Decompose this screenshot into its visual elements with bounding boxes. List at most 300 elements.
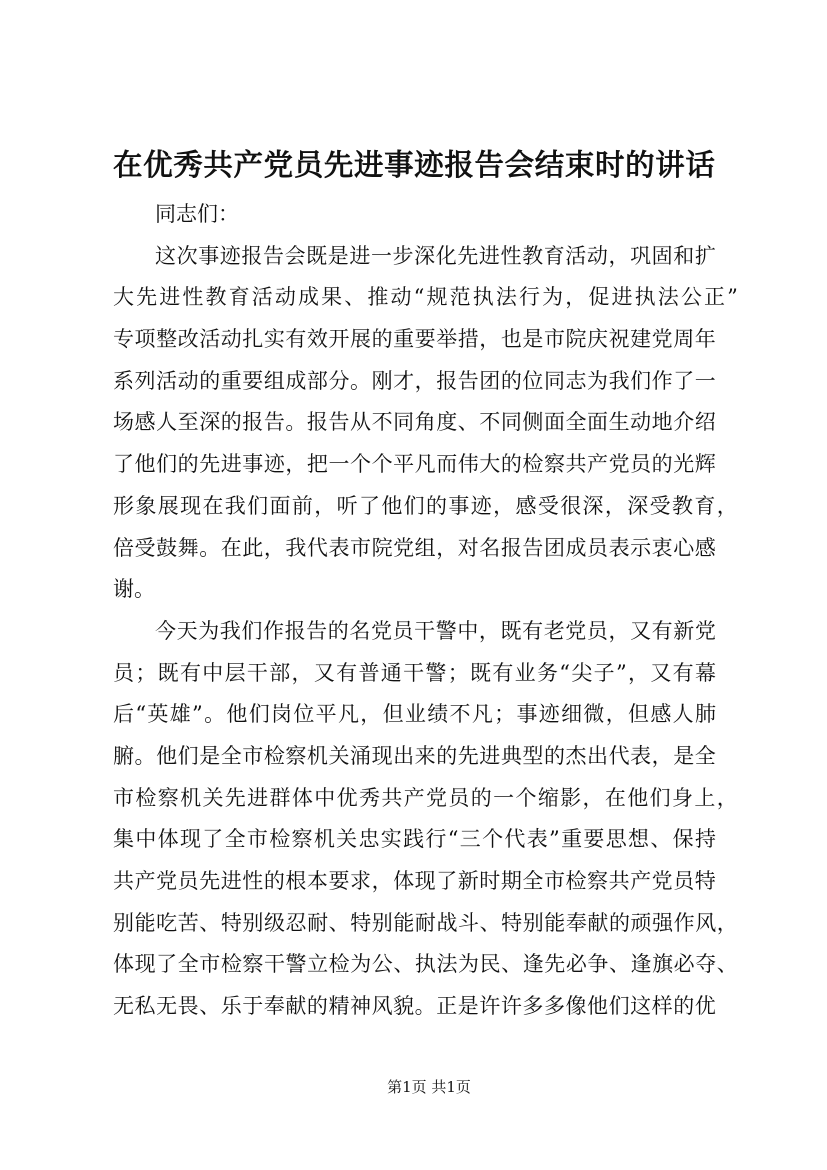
glyph: 的 bbox=[543, 743, 565, 768]
glyph: 耐 bbox=[414, 910, 436, 935]
glyph: 来 bbox=[414, 743, 436, 768]
glyph: 是 bbox=[673, 743, 695, 768]
glyph: 进 bbox=[354, 147, 384, 182]
glyph: 进 bbox=[247, 785, 269, 810]
glyph: 迹 bbox=[414, 147, 444, 182]
glyph: 通 bbox=[380, 660, 402, 685]
glyph: 实 bbox=[263, 327, 285, 352]
glyph: 动 bbox=[220, 327, 242, 352]
glyph: 又 bbox=[313, 660, 335, 685]
glyph: ， bbox=[436, 535, 458, 560]
glyph: 不 bbox=[479, 410, 501, 435]
glyph: 改 bbox=[177, 327, 199, 352]
glyph: 细 bbox=[561, 702, 583, 727]
glyph: 了 bbox=[156, 952, 178, 977]
glyph: 从 bbox=[350, 410, 372, 435]
glyph: 的 bbox=[199, 368, 221, 393]
glyph: ， bbox=[716, 785, 738, 810]
glyph: 要 bbox=[414, 327, 436, 352]
glyph: 教 bbox=[522, 243, 544, 268]
glyph: 位 bbox=[522, 368, 544, 393]
glyph: 想 bbox=[628, 827, 649, 852]
glyph: 报 bbox=[242, 410, 264, 435]
glyph: 要 bbox=[328, 869, 350, 893]
glyph: 推 bbox=[367, 285, 389, 310]
glyph: ， bbox=[314, 493, 336, 518]
glyph: 他 bbox=[381, 493, 403, 518]
glyph: 时 bbox=[595, 147, 625, 182]
glyph: 重 bbox=[561, 827, 583, 852]
glyph: 苦 bbox=[177, 910, 199, 935]
glyph: 前 bbox=[291, 493, 313, 518]
glyph: 察 bbox=[157, 785, 179, 810]
glyph: 、 bbox=[393, 952, 415, 977]
glyph: 干 bbox=[246, 660, 268, 685]
glyph: 巩 bbox=[630, 243, 652, 268]
glyph: 表 bbox=[608, 535, 630, 560]
glyph: ， bbox=[605, 702, 627, 727]
glyph: 、 bbox=[199, 910, 221, 935]
glyph: 有 bbox=[285, 327, 307, 352]
glyph: 许 bbox=[500, 994, 522, 1019]
glyph: 此 bbox=[242, 535, 264, 560]
glyph: 别 bbox=[522, 910, 544, 935]
glyph: 告 bbox=[306, 618, 328, 643]
glyph: ， bbox=[479, 327, 501, 352]
glyph: 微 bbox=[583, 702, 605, 727]
paragraph-line bbox=[113, 528, 716, 570]
paragraph-line bbox=[113, 653, 716, 695]
glyph: 平 bbox=[393, 452, 415, 477]
glyph: 警 bbox=[435, 618, 457, 643]
glyph: 进 bbox=[478, 243, 500, 268]
glyph: 不 bbox=[371, 410, 393, 435]
glyph: 的 bbox=[500, 368, 522, 393]
glyph: 报 bbox=[241, 243, 263, 268]
glyph: 成 bbox=[565, 535, 587, 560]
glyph: 忍 bbox=[285, 910, 307, 935]
glyph: 年 bbox=[694, 327, 716, 352]
glyph: 无 bbox=[113, 994, 134, 1019]
glyph: 我 bbox=[219, 618, 241, 643]
glyph: ， bbox=[371, 869, 393, 893]
glyph: 思 bbox=[605, 827, 627, 852]
glyph: 场 bbox=[113, 410, 134, 435]
glyph: ， bbox=[582, 785, 604, 810]
glyph: 听 bbox=[336, 493, 358, 518]
glyph: ， bbox=[285, 452, 307, 477]
glyph: 党 bbox=[156, 869, 178, 893]
glyph: 但 bbox=[382, 702, 404, 727]
glyph: 全 bbox=[694, 743, 716, 768]
glyph: 为 bbox=[350, 952, 372, 977]
glyph: 求 bbox=[350, 869, 372, 893]
paragraph-line bbox=[113, 277, 738, 319]
glyph: 于 bbox=[242, 994, 264, 1019]
glyph: ， bbox=[414, 368, 436, 393]
glyph: 干 bbox=[403, 660, 425, 685]
glyph: 代 bbox=[306, 535, 328, 560]
glyph: 事 bbox=[448, 493, 470, 518]
glyph: 上 bbox=[694, 785, 716, 810]
glyph: 样 bbox=[651, 994, 673, 1019]
glyph: 期 bbox=[500, 869, 522, 893]
glyph: 特 bbox=[694, 869, 716, 893]
glyph: 后 bbox=[113, 702, 134, 727]
glyph: 是 bbox=[327, 243, 349, 268]
glyph: 舞 bbox=[177, 535, 199, 560]
glyph: 在 bbox=[113, 147, 143, 182]
glyph: 既 bbox=[470, 660, 491, 685]
glyph: 检 bbox=[135, 785, 157, 810]
glyph: 市 bbox=[543, 869, 565, 893]
glyph: 老 bbox=[543, 618, 565, 643]
glyph: 法 bbox=[436, 952, 458, 977]
glyph: 性 bbox=[500, 243, 522, 268]
glyph: 业 bbox=[514, 660, 536, 685]
glyph: 员 bbox=[586, 618, 608, 643]
glyph: 名 bbox=[349, 618, 371, 643]
glyph: 迹 bbox=[470, 493, 492, 518]
glyph: 中 bbox=[314, 785, 336, 810]
paragraph-line bbox=[113, 861, 716, 903]
glyph: 先 bbox=[457, 243, 479, 268]
glyph: 在 bbox=[220, 535, 242, 560]
glyph: 在 bbox=[604, 785, 626, 810]
glyph: 检 bbox=[565, 869, 587, 893]
glyph: 执 bbox=[472, 285, 494, 310]
glyph: 检 bbox=[220, 952, 242, 977]
glyph: 、 bbox=[479, 910, 501, 935]
glyph: 员 bbox=[448, 785, 470, 810]
glyph: 们 bbox=[247, 493, 269, 518]
glyph: 逢 bbox=[630, 952, 652, 977]
glyph: 心 bbox=[673, 535, 695, 560]
glyph: 的 bbox=[306, 994, 328, 1019]
glyph: 党 bbox=[393, 535, 415, 560]
glyph: 周 bbox=[673, 327, 695, 352]
glyph: 逢 bbox=[522, 952, 544, 977]
glyph: 团 bbox=[479, 368, 501, 393]
glyph: 象 bbox=[135, 493, 157, 518]
glyph: 中 bbox=[135, 827, 157, 852]
glyph: 战 bbox=[436, 910, 458, 935]
glyph: 党 bbox=[694, 618, 716, 643]
glyph: 机 bbox=[180, 785, 202, 810]
glyph: 公 bbox=[680, 285, 702, 310]
glyph: ” bbox=[727, 285, 738, 310]
glyph: 告 bbox=[263, 410, 285, 435]
glyph: 他 bbox=[156, 743, 178, 768]
glyph: ， bbox=[565, 285, 587, 310]
glyph: 警 bbox=[425, 660, 447, 685]
glyph: 先 bbox=[544, 952, 566, 977]
glyph: 、 bbox=[457, 410, 479, 435]
glyph: 为 bbox=[458, 952, 479, 977]
glyph: 鼓 bbox=[156, 535, 178, 560]
glyph: 的 bbox=[371, 327, 393, 352]
glyph: 中 bbox=[202, 660, 224, 685]
glyph: 性 bbox=[242, 869, 264, 893]
glyph: 有 bbox=[672, 660, 694, 685]
glyph: 活 bbox=[565, 243, 587, 268]
glyph: 检 bbox=[269, 827, 291, 852]
glyph: 们 bbox=[608, 994, 630, 1019]
glyph: 三 bbox=[459, 827, 481, 852]
glyph: 新 bbox=[457, 869, 479, 893]
glyph: 今 bbox=[155, 618, 176, 643]
glyph: 集 bbox=[113, 827, 134, 852]
glyph: 践 bbox=[403, 827, 425, 852]
glyph: 在 bbox=[202, 493, 224, 518]
glyph: 感 bbox=[515, 493, 537, 518]
glyph: 要 bbox=[583, 827, 605, 852]
glyph: 层 bbox=[224, 660, 246, 685]
glyph: 迹 bbox=[219, 243, 241, 268]
glyph: 又 bbox=[630, 618, 652, 643]
glyph: 刚 bbox=[371, 368, 393, 393]
glyph: 党 bbox=[565, 618, 587, 643]
glyph: 人 bbox=[672, 702, 694, 727]
glyph: 我 bbox=[224, 493, 246, 518]
glyph: ， bbox=[360, 702, 382, 727]
glyph: ， bbox=[716, 910, 738, 935]
glyph: 了 bbox=[202, 827, 224, 852]
glyph: 腑 bbox=[113, 743, 134, 768]
glyph: 员 bbox=[293, 147, 324, 182]
glyph: 神 bbox=[350, 994, 372, 1019]
glyph: 进 bbox=[479, 743, 501, 768]
glyph: 察 bbox=[543, 452, 565, 477]
glyph: 检 bbox=[328, 952, 350, 977]
glyph: 的 bbox=[470, 785, 492, 810]
document-title bbox=[113, 144, 715, 186]
glyph: 报 bbox=[500, 535, 522, 560]
glyph: 和 bbox=[673, 243, 695, 268]
glyph: 献 bbox=[285, 994, 307, 1019]
glyph: 优 bbox=[694, 994, 716, 1019]
glyph: 这 bbox=[155, 243, 176, 268]
glyph: 尖 bbox=[571, 660, 593, 685]
glyph: 既 bbox=[306, 243, 328, 268]
glyph: 成 bbox=[298, 285, 319, 310]
glyph: 会 bbox=[504, 147, 535, 182]
paragraph-line: 谢。 bbox=[113, 577, 155, 602]
glyph: 我 bbox=[608, 368, 630, 393]
glyph: 干 bbox=[263, 952, 285, 977]
glyph: ， bbox=[493, 493, 515, 518]
glyph: 面 bbox=[587, 410, 609, 435]
glyph: 团 bbox=[543, 535, 565, 560]
glyph: 志 bbox=[565, 368, 587, 393]
glyph: 、 bbox=[650, 827, 672, 852]
glyph: 果 bbox=[321, 285, 343, 310]
glyph: 同 bbox=[500, 410, 522, 435]
glyph: 一 bbox=[370, 243, 392, 268]
glyph: 中 bbox=[457, 618, 479, 643]
glyph: 面 bbox=[269, 493, 291, 518]
glyph: 察 bbox=[587, 869, 609, 893]
glyph: 、 bbox=[716, 952, 738, 977]
paragraph-line bbox=[113, 736, 716, 778]
glyph: 忠 bbox=[358, 827, 380, 852]
glyph: 个 bbox=[350, 452, 372, 477]
glyph: 了 bbox=[673, 368, 695, 393]
glyph: 们 bbox=[248, 702, 270, 727]
glyph: 很 bbox=[560, 493, 582, 518]
glyph: 性 bbox=[182, 285, 204, 310]
glyph: “ bbox=[413, 285, 425, 310]
glyph: 同 bbox=[543, 368, 565, 393]
glyph: 的 bbox=[436, 743, 458, 768]
glyph: 教 bbox=[205, 285, 227, 310]
glyph: 乐 bbox=[220, 994, 242, 1019]
glyph: 生 bbox=[608, 410, 630, 435]
glyph: 至 bbox=[177, 410, 199, 435]
glyph: 凡 bbox=[471, 702, 493, 727]
glyph: 市 bbox=[246, 827, 268, 852]
glyph: 机 bbox=[313, 827, 335, 852]
glyph: 深 bbox=[414, 243, 436, 268]
glyph: 为 bbox=[587, 368, 609, 393]
glyph: 扎 bbox=[242, 327, 264, 352]
glyph: 组 bbox=[263, 368, 285, 393]
glyph: 重 bbox=[220, 368, 242, 393]
glyph: 。 bbox=[350, 368, 372, 393]
glyph: 告 bbox=[328, 410, 350, 435]
glyph: 。 bbox=[199, 535, 221, 560]
glyph: 共 bbox=[203, 147, 233, 182]
glyph: ； bbox=[447, 660, 469, 685]
glyph: 法 bbox=[495, 285, 517, 310]
glyph: 顽 bbox=[630, 910, 652, 935]
glyph: 先 bbox=[136, 285, 158, 310]
glyph: 一 bbox=[493, 785, 515, 810]
glyph: 深 bbox=[627, 493, 649, 518]
glyph: 全 bbox=[224, 827, 246, 852]
glyph: 范 bbox=[449, 285, 471, 310]
glyph: 庆 bbox=[587, 327, 609, 352]
glyph: 凡 bbox=[337, 702, 359, 727]
glyph: 党 bbox=[608, 452, 630, 477]
glyph: 活 bbox=[251, 285, 273, 310]
glyph: ” bbox=[192, 702, 203, 727]
glyph: 的 bbox=[673, 994, 695, 1019]
glyph: 时 bbox=[479, 869, 501, 893]
glyph: 优 bbox=[336, 785, 358, 810]
glyph: 事 bbox=[242, 452, 264, 477]
glyph: 无 bbox=[156, 994, 178, 1019]
glyph: 全 bbox=[565, 410, 587, 435]
glyph: 先 bbox=[323, 147, 354, 182]
glyph: 民 bbox=[479, 952, 501, 977]
glyph: 举 bbox=[436, 327, 458, 352]
glyph: 干 bbox=[414, 618, 436, 643]
glyph: 们 bbox=[649, 785, 671, 810]
glyph: 多 bbox=[522, 994, 544, 1019]
glyph: 、 bbox=[328, 910, 350, 935]
glyph: 争 bbox=[587, 952, 609, 977]
glyph: 又 bbox=[650, 660, 672, 685]
glyph: 关 bbox=[328, 743, 350, 768]
glyph: 优 bbox=[143, 147, 173, 182]
glyph: 天 bbox=[176, 618, 198, 643]
glyph: 立 bbox=[307, 952, 329, 977]
glyph: 像 bbox=[565, 994, 587, 1019]
glyph: 对 bbox=[457, 535, 479, 560]
glyph: 共 bbox=[565, 452, 587, 477]
glyph: 进 bbox=[159, 285, 181, 310]
paragraph-line bbox=[113, 819, 716, 861]
glyph: 市 bbox=[543, 327, 565, 352]
glyph: 。 bbox=[134, 743, 156, 768]
glyph: 机 bbox=[306, 743, 328, 768]
glyph: 风 bbox=[371, 994, 393, 1019]
glyph: 一 bbox=[694, 368, 716, 393]
glyph: 级 bbox=[263, 910, 285, 935]
paragraph bbox=[113, 611, 738, 1028]
glyph: 本 bbox=[306, 869, 328, 893]
glyph: 的 bbox=[608, 910, 630, 935]
glyph: 体 bbox=[393, 869, 415, 893]
paragraph-line bbox=[155, 611, 716, 653]
glyph: 的 bbox=[651, 452, 673, 477]
glyph: 受 bbox=[537, 493, 559, 518]
glyph: 公 bbox=[371, 952, 393, 977]
glyph: 市 bbox=[199, 952, 221, 977]
glyph: 衷 bbox=[651, 535, 673, 560]
glyph: 但 bbox=[628, 702, 649, 727]
glyph: 列 bbox=[134, 368, 156, 393]
glyph: 夺 bbox=[695, 952, 717, 977]
glyph: 产 bbox=[587, 452, 609, 477]
glyph: 先 bbox=[199, 869, 221, 893]
glyph: 讲 bbox=[655, 147, 685, 182]
glyph: 进 bbox=[611, 285, 633, 310]
glyph: 既 bbox=[500, 618, 522, 643]
glyph: ， bbox=[478, 618, 500, 643]
glyph: 。 bbox=[414, 994, 436, 1019]
glyph: 的 bbox=[327, 618, 349, 643]
glyph: 必 bbox=[673, 952, 695, 977]
glyph: 持 bbox=[694, 827, 716, 852]
glyph: “ bbox=[447, 827, 459, 852]
glyph: 奉 bbox=[263, 994, 285, 1019]
glyph: 一 bbox=[328, 452, 350, 477]
glyph: ， bbox=[716, 493, 738, 518]
glyph: 而 bbox=[436, 452, 458, 477]
glyph: 岗 bbox=[271, 702, 292, 727]
glyph: 特 bbox=[350, 910, 372, 935]
glyph: 进 bbox=[349, 243, 371, 268]
glyph: 感 bbox=[650, 702, 672, 727]
glyph: 党 bbox=[426, 785, 448, 810]
glyph: 平 bbox=[315, 702, 337, 727]
glyph: 光 bbox=[673, 452, 695, 477]
glyph: 英 bbox=[147, 702, 169, 727]
glyph: 绍 bbox=[694, 410, 716, 435]
paragraph-line bbox=[113, 778, 738, 820]
glyph: 体 bbox=[157, 827, 179, 852]
glyph: 感 bbox=[694, 535, 716, 560]
glyph: ， bbox=[263, 535, 285, 560]
glyph: 侧 bbox=[522, 410, 544, 435]
glyph: 有 bbox=[522, 618, 544, 643]
glyph: 员 bbox=[673, 869, 695, 893]
glyph: 组 bbox=[414, 535, 436, 560]
glyph: 群 bbox=[269, 785, 291, 810]
glyph: 执 bbox=[414, 952, 436, 977]
